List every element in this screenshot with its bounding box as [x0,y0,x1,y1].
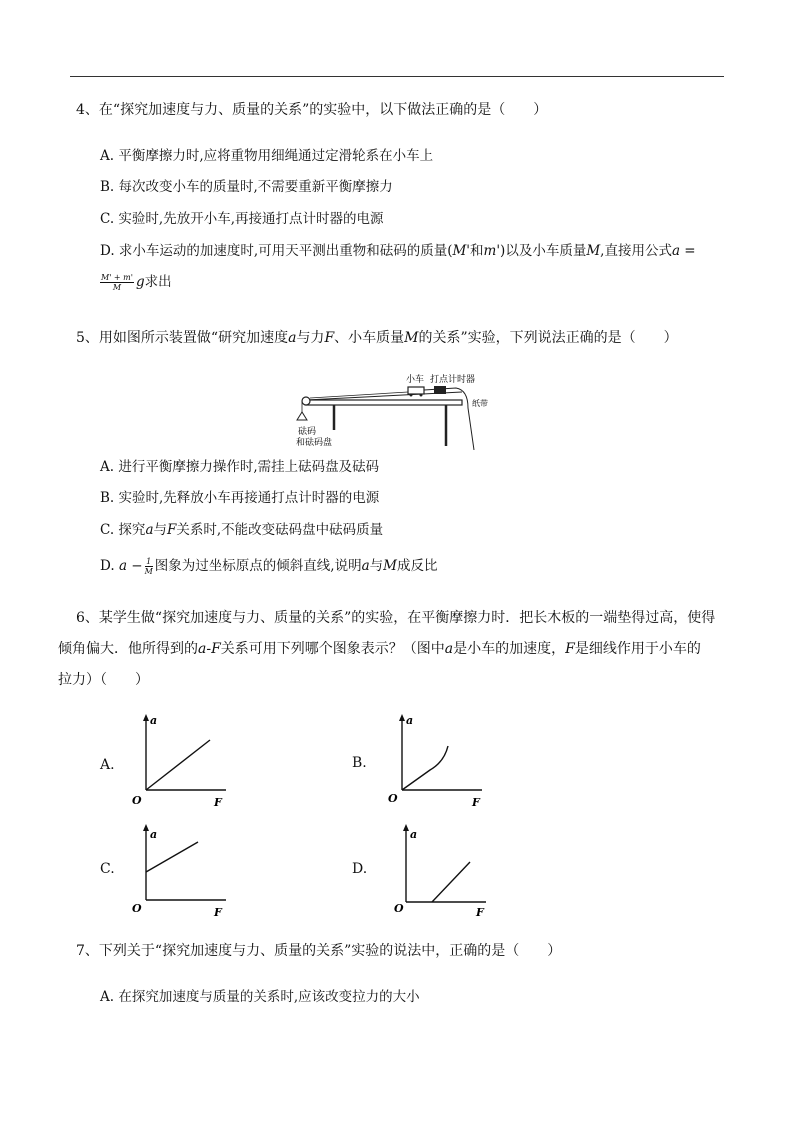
q4-d-text-1: D. 求小车运动的加速度时,可用天平测出重物和砝码的质量( [100,243,453,259]
q6-l2-1: 倾角偏大．他所得到的 [58,641,198,657]
graph-c-label: C. [100,861,115,877]
q4-d-frac-num: M' + m' [101,273,133,282]
graph-b-x-label: F [472,796,480,808]
graph-b-origin: O [388,792,398,805]
graph-b-y-arrow-icon [399,714,405,721]
q5-apparatus-figure [296,368,496,450]
q4-option-d-cont [98,272,172,292]
q5-d-var-a: a [361,558,370,574]
q5-option-d [100,556,437,576]
graph-a-origin: O [132,794,142,807]
long-board [306,400,462,405]
q5-c-3: 关系时,不能改变砝码盘中砝码质量 [176,522,384,538]
q6-l2-aF: a-F [198,641,221,657]
paper-tape [424,388,474,450]
q4-d-text-4: ,直接用公式 [600,243,672,259]
graph-d-origin: O [394,902,404,915]
q5-option-a: A. 进行平衡摩擦力操作时,需挂上砝码盘及砝码 [100,459,380,475]
q5-stem-2: 与力 [296,330,325,346]
graph-a-curve [146,740,210,790]
cart-icon [408,387,424,394]
q4-d-text-2: 和 [470,243,484,259]
label-timer: 打点计时器 [430,375,476,385]
q5-d-4: 成反比 [396,558,438,574]
q5-stem-4: 的关系”实验，下列说法正确的是（ ） [418,330,678,346]
q6-line3: 拉力）（ ） [58,672,149,688]
graph-b-label: B. [352,755,367,771]
q5-d-frac-num: 1 [146,557,152,566]
q4-stem: 4、在“探究加速度与力、质量的关系”的实验中，以下做法正确的是（ ） [76,102,548,118]
q5-c-var-f: F [167,522,177,538]
q5-d-1: D. [100,558,119,574]
graph-d-y-label: a [410,828,418,841]
graph-c-origin: O [132,902,142,915]
timer-icon [434,386,446,394]
q5-stem-var-m: M [404,330,419,346]
q5-d-var: a − [118,558,143,574]
graph-c-y-arrow-icon [143,824,149,831]
q5-stem-3: 、小车质量 [334,330,405,346]
header-rule [70,76,724,77]
q5-stem-1: 5、用如图所示装置做“研究加速度 [76,330,289,346]
q4-d-mass-M: M [586,243,601,259]
graph-d-y-arrow-icon [403,824,409,831]
q4-option-b: B. 每次改变小车的质量时,不需要重新平衡摩擦力 [100,179,393,195]
q4-d-fraction [100,273,134,292]
q4-option-c: C. 实验时,先放开小车,再接通打点计时器的电源 [100,211,384,227]
graph-b-y-label: a [406,714,414,727]
q6-line2 [58,639,701,659]
q5-d-frac-den: M [144,567,153,576]
q5-d-2: 图象为过坐标原点的倾斜直线,说明 [154,558,362,574]
q6-l2-3: 是小车的加速度， [453,641,566,657]
graph-a-y-arrow-icon [143,714,149,721]
q4-d-frac-den: M [112,283,122,292]
q4-d-mass-m2: m' [483,243,501,259]
q5-d-fraction [145,557,153,576]
graph-d-label: D. [352,861,368,877]
q7-option-a: A. 在探究加速度与质量的关系时,应该改变拉力的大小 [100,989,420,1005]
q5-d-3: 与 [369,558,384,574]
q6-l2-2: 关系可用下列哪个图象表示？（图中 [220,641,445,657]
graph-a-x-label: F [214,796,222,808]
q5-stem-var-a: a [288,330,297,346]
q5-c-2: 与 [153,522,167,538]
q6-line1: 6、某学生做“探究加速度与力、质量的关系”的实验，在平衡摩擦力时．把长木板的一端垫得过高，使得 [76,610,716,626]
q4-d-tail: 求出 [144,274,172,290]
label-tape: 纸带 [472,399,488,408]
q4-d-text-3: )以及小车质量 [500,243,587,259]
label-weight-pan: 和砝码盘 [296,438,333,448]
graph-a-label: A. [100,757,115,773]
q6-l2-a: a [444,641,454,657]
q4-d-formula-a: a = [671,243,696,259]
q4-option-a: A. 平衡摩擦力时,应将重物用细绳通过定滑轮系在小车上 [100,148,434,164]
q5-option-c [100,520,383,540]
q7-stem: 7、下列关于“探究加速度与力、质量的关系”实验的说法中，正确的是（ ） [76,943,562,959]
q5-option-b: B. 实验时,先释放小车再接通打点计时器的电源 [100,490,380,506]
graph-c [126,822,236,918]
q6-l2-4: 是细线作用于小车的 [574,641,701,657]
graph-d-curve [432,862,470,902]
graph-d [386,822,496,918]
graph-c-x-label: F [214,906,222,918]
graph-a-y-label: a [150,714,158,727]
q5-stem [76,328,678,348]
label-cart: 小车 [406,375,425,385]
q5-c-var-a: a [145,522,154,538]
weight-icon [297,412,307,420]
graph-c-curve [146,842,198,872]
graph-c-y-label: a [150,828,158,841]
pulley-icon [302,397,310,405]
graph-d-x-label: F [476,906,484,918]
q4-option-d [100,241,696,261]
q4-d-g: g [135,274,145,290]
cart-wheel-icon [410,394,413,397]
graph-b-curve [402,746,448,790]
q4-d-mass-m1: M' [452,243,471,259]
q5-stem-var-f: F [324,330,335,346]
graph-a [126,712,236,808]
q6-l2-F: F [565,641,575,657]
label-weight: 砝码 [298,427,317,437]
cart-wheel-icon [420,394,423,397]
graph-b [382,712,492,808]
q5-c-1: C. 探究 [100,522,146,538]
q5-d-var-m: M [383,558,397,574]
